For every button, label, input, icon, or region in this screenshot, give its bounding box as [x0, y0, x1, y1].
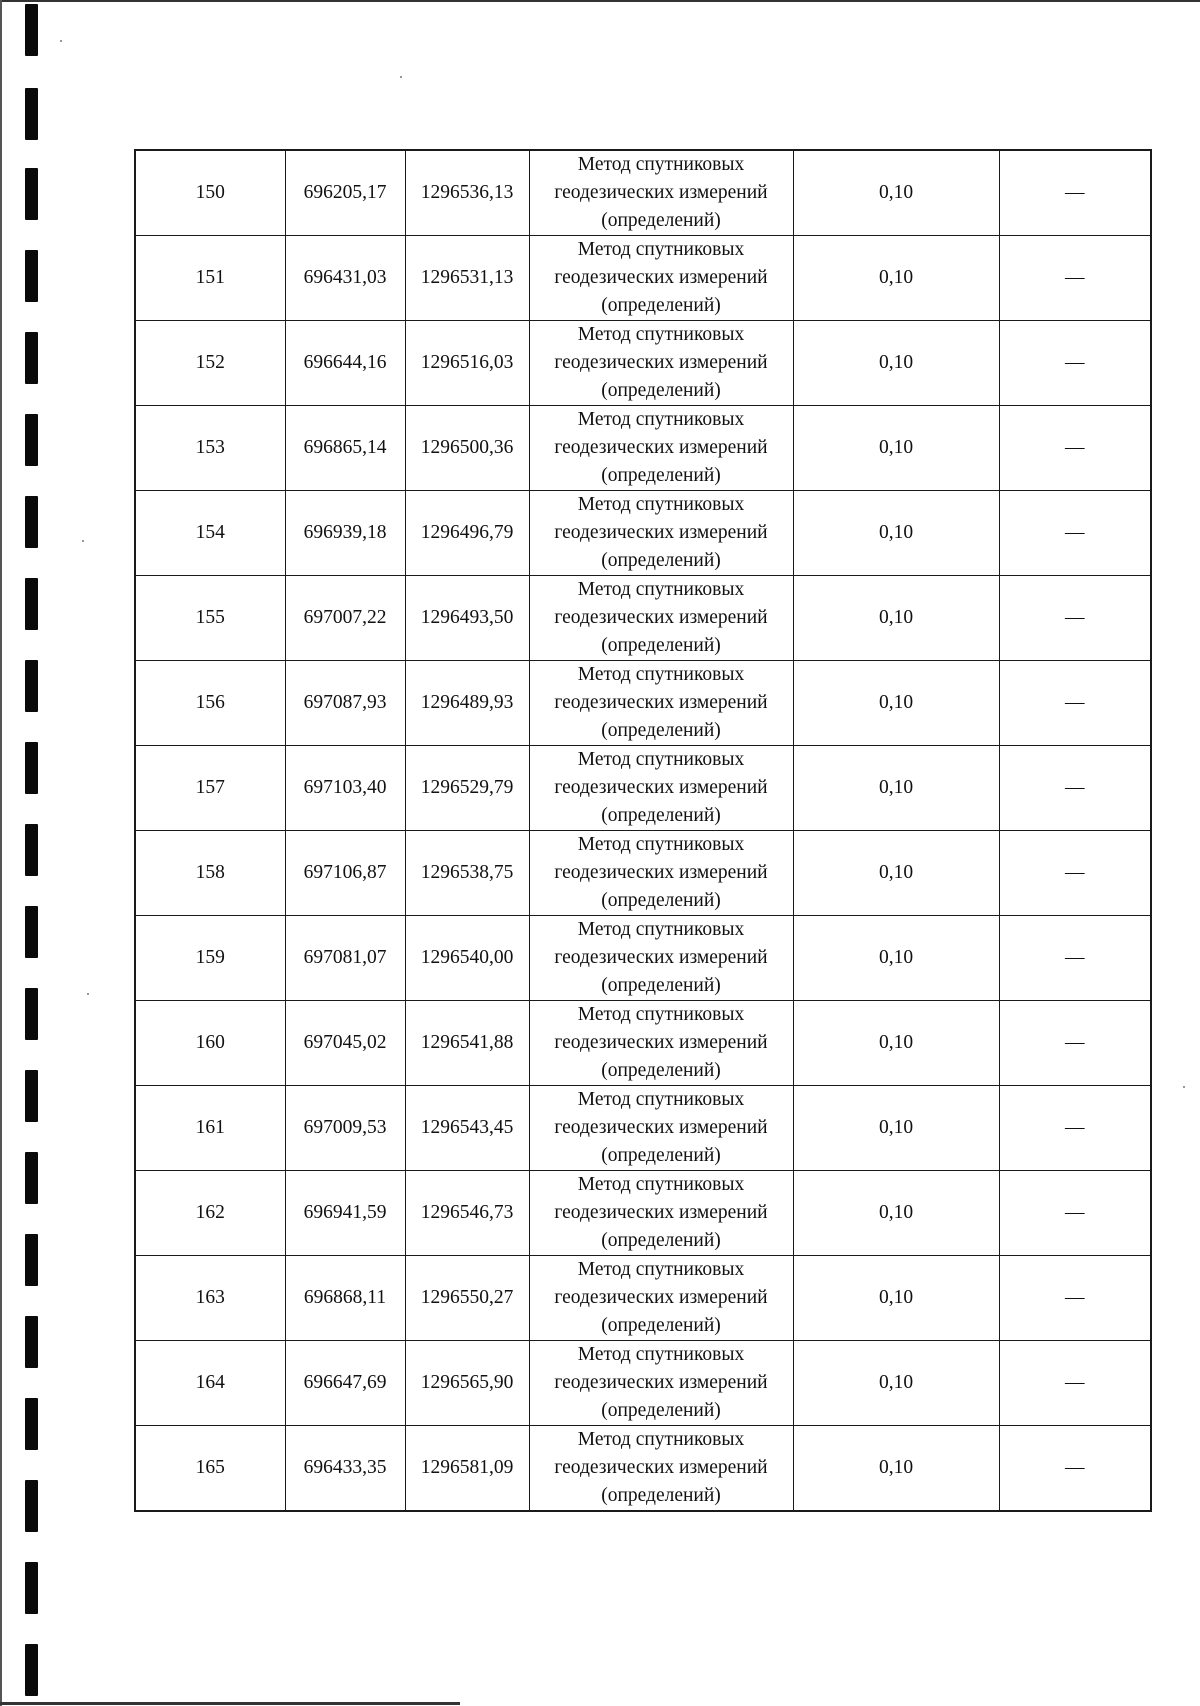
method-line: Метод спутниковых — [577, 239, 745, 260]
table-row — [135, 236, 1151, 321]
coordinates-table — [134, 149, 1152, 1512]
table-row — [135, 746, 1151, 831]
note-cell: — — [999, 150, 1151, 236]
method-line: Метод спутниковых — [577, 1344, 745, 1365]
binder-mark — [25, 578, 38, 630]
binder-mark — [25, 1316, 38, 1368]
accuracy-cell: 0,10 — [793, 1426, 999, 1512]
table-row — [135, 491, 1151, 576]
method-line: (определений) — [601, 1230, 721, 1251]
note-cell: — — [999, 1086, 1151, 1171]
table-row — [135, 1001, 1151, 1086]
point-number-cell: 154 — [135, 491, 285, 576]
binder-mark — [25, 1070, 38, 1122]
table-row — [135, 661, 1151, 746]
y-coordinate-cell: 1296538,75 — [405, 831, 529, 916]
note-cell: — — [999, 1171, 1151, 1256]
point-number-cell: 163 — [135, 1256, 285, 1341]
accuracy-cell: 0,10 — [793, 1171, 999, 1256]
method-cell — [529, 236, 793, 321]
method-line: (определений) — [601, 295, 721, 316]
scan-speck — [1183, 1086, 1185, 1088]
y-coordinate-cell: 1296496,79 — [405, 491, 529, 576]
method-cell — [529, 406, 793, 491]
table-row — [135, 1256, 1151, 1341]
method-line: геодезических измерений — [554, 777, 768, 798]
y-coordinate-cell: 1296565,90 — [405, 1341, 529, 1426]
method-cell — [529, 1256, 793, 1341]
accuracy-cell: 0,10 — [793, 661, 999, 746]
method-line: геодезических измерений — [554, 862, 768, 883]
y-coordinate-cell: 1296500,36 — [405, 406, 529, 491]
method-line: геодезических измерений — [554, 607, 768, 628]
method-line: Метод спутниковых — [577, 834, 745, 855]
note-cell: — — [999, 491, 1151, 576]
method-line: геодезических измерений — [554, 1202, 768, 1223]
method-cell — [529, 150, 793, 236]
x-coordinate-cell: 696644,16 — [285, 321, 405, 406]
point-number-cell: 165 — [135, 1426, 285, 1512]
accuracy-cell: 0,10 — [793, 491, 999, 576]
binder-mark — [25, 1398, 38, 1450]
note-cell: — — [999, 661, 1151, 746]
accuracy-cell: 0,10 — [793, 1086, 999, 1171]
note-cell: — — [999, 746, 1151, 831]
accuracy-cell: 0,10 — [793, 236, 999, 321]
method-cell — [529, 1001, 793, 1086]
x-coordinate-cell: 696868,11 — [285, 1256, 405, 1341]
method-line: Метод спутниковых — [577, 579, 745, 600]
method-line: (определений) — [601, 805, 721, 826]
table-row — [135, 1171, 1151, 1256]
method-line: геодезических измерений — [554, 182, 768, 203]
method-line: геодезических измерений — [554, 437, 768, 458]
binder-hole-marks — [0, 0, 60, 1706]
method-line: Метод спутниковых — [577, 664, 745, 685]
point-number-cell: 161 — [135, 1086, 285, 1171]
point-number-cell: 151 — [135, 236, 285, 321]
point-number-cell: 150 — [135, 150, 285, 236]
note-cell: — — [999, 1426, 1151, 1512]
x-coordinate-cell: 696205,17 — [285, 150, 405, 236]
point-number-cell: 164 — [135, 1341, 285, 1426]
method-line: (определений) — [601, 635, 721, 656]
x-coordinate-cell: 697007,22 — [285, 576, 405, 661]
method-cell — [529, 916, 793, 1001]
method-cell — [529, 1171, 793, 1256]
accuracy-cell: 0,10 — [793, 1256, 999, 1341]
point-number-cell: 160 — [135, 1001, 285, 1086]
method-cell — [529, 491, 793, 576]
note-cell: — — [999, 576, 1151, 661]
method-line: Метод спутниковых — [577, 154, 745, 175]
method-line: Метод спутниковых — [577, 1429, 745, 1450]
y-coordinate-cell: 1296550,27 — [405, 1256, 529, 1341]
method-cell — [529, 1426, 793, 1512]
table-row — [135, 321, 1151, 406]
method-line: геодезических измерений — [554, 1457, 768, 1478]
binder-mark — [25, 168, 38, 220]
method-cell — [529, 746, 793, 831]
x-coordinate-cell: 697045,02 — [285, 1001, 405, 1086]
scan-speck — [400, 76, 402, 78]
method-line: (определений) — [601, 210, 721, 231]
method-cell — [529, 661, 793, 746]
y-coordinate-cell: 1296540,00 — [405, 916, 529, 1001]
point-number-cell: 162 — [135, 1171, 285, 1256]
method-line: геодезических измерений — [554, 1287, 768, 1308]
method-line: геодезических измерений — [554, 352, 768, 373]
method-cell — [529, 321, 793, 406]
y-coordinate-cell: 1296489,93 — [405, 661, 529, 746]
note-cell: — — [999, 1341, 1151, 1426]
accuracy-cell: 0,10 — [793, 321, 999, 406]
point-number-cell: 158 — [135, 831, 285, 916]
method-line: геодезических измерений — [554, 1372, 768, 1393]
accuracy-cell: 0,10 — [793, 406, 999, 491]
method-line: (определений) — [601, 975, 721, 996]
method-line: Метод спутниковых — [577, 919, 745, 940]
table-body — [135, 150, 1151, 1511]
table-row — [135, 1426, 1151, 1512]
binder-mark — [25, 1562, 38, 1614]
y-coordinate-cell: 1296536,13 — [405, 150, 529, 236]
method-line: геодезических измерений — [554, 692, 768, 713]
x-coordinate-cell: 697106,87 — [285, 831, 405, 916]
method-line: Метод спутниковых — [577, 1004, 745, 1025]
y-coordinate-cell: 1296493,50 — [405, 576, 529, 661]
method-line: геодезических измерений — [554, 947, 768, 968]
accuracy-cell: 0,10 — [793, 150, 999, 236]
y-coordinate-cell: 1296531,13 — [405, 236, 529, 321]
table-row — [135, 916, 1151, 1001]
point-number-cell: 159 — [135, 916, 285, 1001]
method-line: (определений) — [601, 720, 721, 741]
method-line: Метод спутниковых — [577, 1089, 745, 1110]
method-line: Метод спутниковых — [577, 1259, 745, 1280]
method-line: геодезических измерений — [554, 1117, 768, 1138]
y-coordinate-cell: 1296581,09 — [405, 1426, 529, 1512]
x-coordinate-cell: 697103,40 — [285, 746, 405, 831]
note-cell: — — [999, 1001, 1151, 1086]
method-cell — [529, 831, 793, 916]
x-coordinate-cell: 696431,03 — [285, 236, 405, 321]
y-coordinate-cell: 1296546,73 — [405, 1171, 529, 1256]
x-coordinate-cell: 696941,59 — [285, 1171, 405, 1256]
binder-mark — [25, 250, 38, 302]
binder-mark — [25, 496, 38, 548]
method-line: Метод спутниковых — [577, 409, 745, 430]
x-coordinate-cell: 697009,53 — [285, 1086, 405, 1171]
note-cell: — — [999, 831, 1151, 916]
binder-mark — [25, 660, 38, 712]
method-line: (определений) — [601, 1400, 721, 1421]
accuracy-cell: 0,10 — [793, 746, 999, 831]
point-number-cell: 157 — [135, 746, 285, 831]
scan-speck — [60, 40, 62, 42]
method-line: (определений) — [601, 380, 721, 401]
method-line: (определений) — [601, 465, 721, 486]
method-line: (определений) — [601, 1315, 721, 1336]
page-edge-top — [0, 0, 1200, 2]
y-coordinate-cell: 1296529,79 — [405, 746, 529, 831]
table-row — [135, 150, 1151, 236]
method-line: (определений) — [601, 1145, 721, 1166]
binder-mark — [25, 332, 38, 384]
method-line: геодезических измерений — [554, 1032, 768, 1053]
binder-mark — [25, 4, 38, 56]
method-line: Метод спутниковых — [577, 494, 745, 515]
method-cell — [529, 576, 793, 661]
note-cell: — — [999, 236, 1151, 321]
binder-mark — [25, 1644, 38, 1696]
accuracy-cell: 0,10 — [793, 831, 999, 916]
x-coordinate-cell: 696433,35 — [285, 1426, 405, 1512]
binder-mark — [25, 1234, 38, 1286]
table-row — [135, 1086, 1151, 1171]
y-coordinate-cell: 1296516,03 — [405, 321, 529, 406]
accuracy-cell: 0,10 — [793, 916, 999, 1001]
table-row — [135, 1341, 1151, 1426]
binder-mark — [25, 742, 38, 794]
table-row — [135, 831, 1151, 916]
binder-mark — [25, 88, 38, 140]
method-line: Метод спутниковых — [577, 324, 745, 345]
binder-mark — [25, 824, 38, 876]
x-coordinate-cell: 696647,69 — [285, 1341, 405, 1426]
method-cell — [529, 1086, 793, 1171]
method-cell — [529, 1341, 793, 1426]
table-row — [135, 406, 1151, 491]
point-number-cell: 153 — [135, 406, 285, 491]
method-line: (определений) — [601, 1485, 721, 1506]
point-number-cell: 155 — [135, 576, 285, 661]
binder-mark — [25, 1480, 38, 1532]
binder-mark — [25, 906, 38, 958]
accuracy-cell: 0,10 — [793, 576, 999, 661]
method-line: геодезических измерений — [554, 522, 768, 543]
binder-mark — [25, 1152, 38, 1204]
scan-speck — [87, 993, 89, 995]
method-line: Метод спутниковых — [577, 1174, 745, 1195]
note-cell: — — [999, 916, 1151, 1001]
table-row — [135, 576, 1151, 661]
y-coordinate-cell: 1296543,45 — [405, 1086, 529, 1171]
point-number-cell: 156 — [135, 661, 285, 746]
note-cell: — — [999, 406, 1151, 491]
point-number-cell: 152 — [135, 321, 285, 406]
binder-mark — [25, 414, 38, 466]
x-coordinate-cell: 697087,93 — [285, 661, 405, 746]
accuracy-cell: 0,10 — [793, 1341, 999, 1426]
scan-speck — [82, 540, 84, 542]
binder-mark — [25, 988, 38, 1040]
x-coordinate-cell: 696865,14 — [285, 406, 405, 491]
x-coordinate-cell: 697081,07 — [285, 916, 405, 1001]
method-line: (определений) — [601, 550, 721, 571]
method-line: Метод спутниковых — [577, 749, 745, 770]
x-coordinate-cell: 696939,18 — [285, 491, 405, 576]
method-line: геодезических измерений — [554, 267, 768, 288]
method-line: (определений) — [601, 890, 721, 911]
note-cell: — — [999, 321, 1151, 406]
page-edge-bottom — [0, 1702, 460, 1705]
accuracy-cell: 0,10 — [793, 1001, 999, 1086]
method-line: (определений) — [601, 1060, 721, 1081]
note-cell: — — [999, 1256, 1151, 1341]
y-coordinate-cell: 1296541,88 — [405, 1001, 529, 1086]
